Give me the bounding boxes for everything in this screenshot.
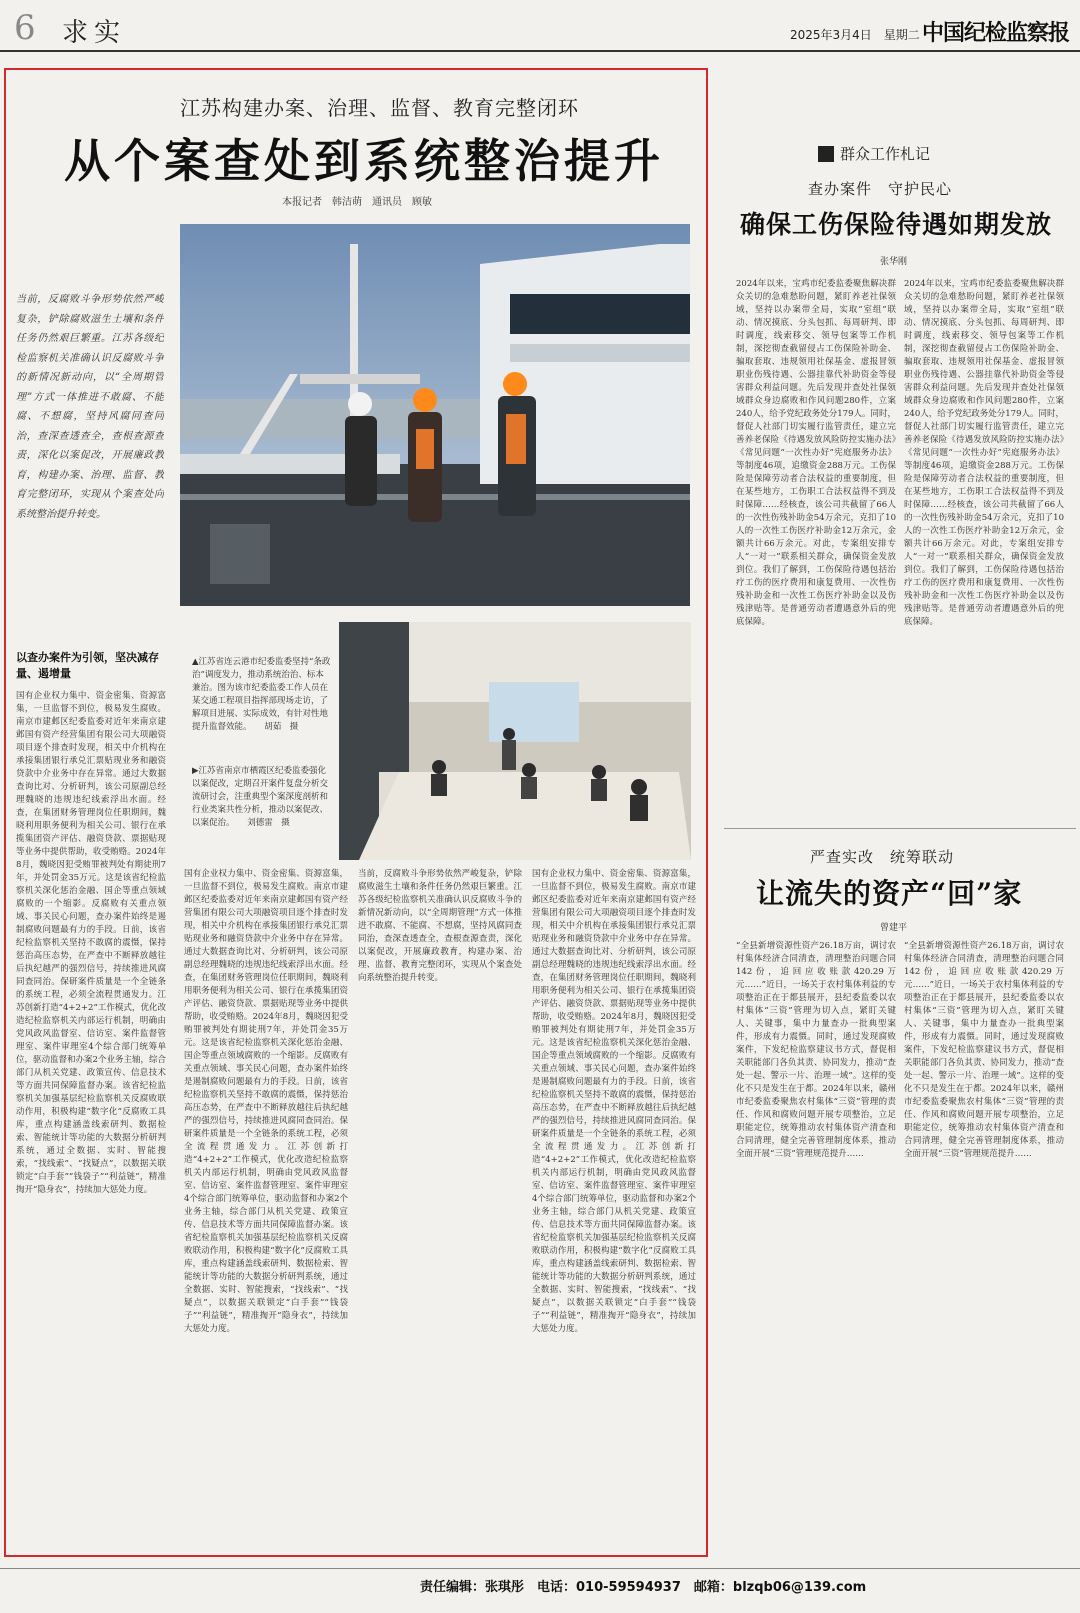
side1-author: 张华刚 (880, 257, 908, 267)
article-lead: 当前，反腐败斗争形势依然严峻复杂，铲除腐败滋生土壤和条件任务仍然艰巨繁重。江苏各级纪检监察机关准确认识反腐败斗争的新情况新动向，以“全周期管理”方式一体推进不敢腐、不能腐、不想腐，坚持风腐同查同治，查深查透查全，查根查源查责，深化以案促改，开展廉政教育，构建办案、治理、监督、教育完整闭环，实现从个案查处向系统整治提升转变。 (16, 294, 164, 520)
meeting-room-photo (339, 622, 691, 860)
masthead-logo: 中国纪检监察报 (922, 20, 1070, 46)
side-tag: 群众工作札记 (840, 145, 931, 163)
ship-deck-photo (180, 224, 690, 606)
header-rule (0, 50, 1080, 52)
article-subtitle: 江苏构建办案、治理、监督、教育完整闭环 (180, 96, 579, 120)
side-divider (724, 828, 1076, 829)
page-number: 6 (14, 8, 36, 48)
meeting-room-illustration (339, 622, 691, 860)
photo-caption-2: ▶江苏省南京市栖霞区纪委监委强化以案促改，定期召开案件复盘分析交流研讨会，注重典型个案深度剖析和行业类案共性分析，推动以案促改、以案促治。 刘德雷 摄 (192, 766, 329, 828)
column-2-text: 国有企业权力集中、资金密集、资源富集，一旦监督不到位，极易发生腐败。南京市建邺区纪委监委对近年来南京建邺国有资产经营集团有限公司大项融资项目逐个排查时发现，相关中介机构在承接集团银行承兑汇票贴现业务和融资贷款中介业务中存在异常。通过大数据查询比对、分析研判，该公司原副总经理魏晓的违规违纪线索浮出水面。经查，在集团财务管理岗位任职期间，魏晓利用职务便利为相关公司、银行在承揽集团资产评估、融资贷款、票据贴现等业务中提供帮助，收受贿赂。2024年8月，魏晓因犯受贿罪被判处有期徒刑7年，并处罚金35万元。这是该省纪检监察机关深化惩治金融、国企等重点领域腐败的一个缩影。反腐败有关重点领域、事关民心问题，查办案件始终是遏制腐败问题最有力的手段。日前，该省纪检监察机关坚持不敢腐的震慑，保持惩治高压态势，在严查中不断释放越往后执纪越严的强烈信号，持续推进风腐同查同治。保研案件质量是一个全链条的系统工程，必须全流程贯通发力。江苏创新打造“4+2+2”工作模式，优化改造纪检监察机关内部运行机制，明确由党风政风监督室、信访室、案件监督管理室、案件审理室4个综合部门统筹单位，驱动监督和办案2个业务主轴，综合部门从机关党建、政策宣传、信息技术等方面共同保障监督办案。该省纪检监察机关加强基层纪检监察机关反腐败联动作用，积极构建“数字化”反腐败工具库，重点构建涵盖线索研判、数据检索、智能统计等功能的大数据分析研判系统，通过全数据、实时、智能搜索，“找线索”、“找疑点”，以数据关联锁定“白手套”“钱袋子”“利益链”，精准掏开“隐身衣”，持续加大惩处力度。 (184, 869, 348, 1334)
side2-text-col2: “全县新增资源性资产26.18万亩，调讨农村集体经济合同清查，清理整治问题合同142份，追回应收账款420.29万元……”近日，一场关于农村集体利益的专项整治正在于都县展开，县纪委监委以农村集体“三资”管理为切入点，紧盯关键人、关键事，集中力量查办一批典型案件，形成有力震慑。同时，通过发现腐败案件，下发纪检监察建议书方式，督促相关职能部门各负其责、协同发力，推动“查处一起、警示一片、治理一域”。这样的变化不只是发生在于都。2024年以来，赣州市纪委监委聚焦农村集体“三资”管理的责任、作风和腐败问题开展专项整治，立足职能定位，统筹推动农村集体资产清查和合同清理，健全完善管理制度体系，推动全面开展“三资”管理规范提升…… (904, 941, 1064, 1159)
article-title: 从个案查处到系统整治提升 (64, 134, 664, 188)
side2-subtitle: 严查实改 统筹联动 (810, 848, 955, 866)
photo-caption-1: ▲江苏省连云港市纪委监委坚持“条政治”调度发力，推动系统治治、标本兼治。图为该市纪委监委工作人员在某交通工程项目指挥部现场走访，了解项目进展、实际成效，有针对性地提升监督效能。 胡茹 摄 (192, 657, 331, 732)
side1-subtitle: 查办案件 守护民心 (808, 180, 953, 198)
footer-info: 责任编辑：张琪彤 电话：010-59594937 邮箱：blzqb06@139.com (420, 1580, 867, 1595)
section-name: 求实 (62, 18, 127, 48)
footer-rule (0, 1568, 1080, 1569)
section-heading-1: 以查办案件为引领，坚决减存量、遏增量 (16, 651, 159, 680)
side1-text-col2: 2024年以来，宝鸡市纪委监委聚焦解决群众关切的急难愁盼问题，紧盯养老社保领域，坚持以办案带全局，实取“室组”联动、情况摸底、分头包抓、每周研判、即时调度，线索移交、领导包案等工作机制，深挖彻查截留侵占工伤保险补助金、骗取套取、违规领用社保基金、虚报冒领职业伤残待遇、公器挂靠代补助资金等侵害群众利益问题。先后发现并查处社保领域群众身边腐败和作风问题280件，立案240人，给予党纪政务处分179人。同时，督促人社部门切实履行监管责任，建立完善养老保险《待遇发放风险防控实施办法》《常见问题“一次性办好”宪庭服务办法》等制度46项，追缴资金288万元。工伤保险是保障劳动者合法权益的重要制度，但在某些地方，工伤职工合法权益得不到及时保障……经核查，该公司共截留了66人的一次性伤残补助金54万余元，克扣了10人的一次性工伤医疗补助金12万余元，金额共计66万余元。对此，专案组安排专人“一对一”联系相关群众，确保资金发放到位。我们了解到，工伤保险待遇包括治疗工伤的医疗费用和康复费用、一次性伤残补助金和一次性工伤医疗补助金以及伤残津贴等。是普通劳动者遭遇意外后的兜底保障。 (904, 279, 1064, 627)
issue-date: 2025年3月4日 星期二 (790, 28, 920, 42)
side1-title: 确保工伤保险待遇如期发放 (740, 210, 1053, 239)
side2-title: 让流失的资产“回”家 (756, 877, 1023, 910)
column-3-text: 当前，反腐败斗争形势依然严峻复杂，铲除腐败滋生土壤和条件任务仍然艰巨繁重。江苏各级纪检监察机关准确认识反腐败斗争的新情况新动向，以“全周期管理”方式一体推进不敢腐、不能腐、不想腐，坚持风腐同查同治，查深查透查全，查根查源查责，深化以案促改，开展廉政教育，构建办案、治理、监督、教育完整闭环，实现从个案查处向系统整治提升转变。 (358, 869, 522, 983)
side2-author: 曾建平 (880, 923, 908, 933)
ship-deck-illustration (180, 224, 690, 606)
column-1-text: 国有企业权力集中、资金密集、资源富集，一旦监督不到位，极易发生腐败。南京市建邺区纪委监委对近年来南京建邺国有资产经营集团有限公司大项融资项目逐个排查时发现，相关中介机构在承接集团银行承兑汇票贴现业务和融资贷款中介业务中存在异常。通过大数据查询比对、分析研判，该公司原副总经理魏晓的违规违纪线索浮出水面。经查，在集团财务管理岗位任职期间，魏晓利用职务便利为相关公司、银行在承揽集团资产评估、融资贷款、票据贴现等业务中提供帮助，收受贿赂。2024年8月，魏晓因犯受贿罪被判处有期徒刑7年，并处罚金35万元。这是该省纪检监察机关深化惩治金融、国企等重点领域腐败的一个缩影。反腐败有关重点领域、事关民心问题，查办案件始终是遏制腐败问题最有力的手段。日前，该省纪检监察机关坚持不敢腐的震慑，保持惩治高压态势，在严查中不断释放越往后执纪越严的强烈信号，持续推进风腐同查同治。保研案件质量是一个全链条的系统工程，必须全流程贯通发力。江苏创新打造“4+2+2”工作模式，优化改造纪检监察机关内部运行机制，明确由党风政风监督室、信访室、案件监督管理室、案件审理室4个综合部门统筹单位，驱动监督和办案2个业务主轴，综合部门从机关党建、政策宣传、信息技术等方面共同保障监督办案。该省纪检监察机关加强基层纪检监察机关反腐败联动作用，积极构建“数字化”反腐败工具库，重点构建涵盖线索研判、数据检索、智能统计等功能的大数据分析研判系统，通过全数据、实时、智能搜索，“找线索”、“找疑点”，以数据关联锁定“白手套”“钱袋子”“利益链”，精准掏开“隐身衣”，持续加大惩处力度。 (16, 691, 166, 1195)
pen-icon (818, 146, 834, 162)
side1-text-col1: 2024年以来，宝鸡市纪委监委聚焦解决群众关切的急难愁盼问题，紧盯养老社保领域，坚持以办案带全局，实取“室组”联动、情况摸底、分头包抓、每周研判、即时调度，线索移交、领导包案等工作机制，深挖彻查截留侵占工伤保险补助金、骗取套取、违规领用社保基金、虚报冒领职业伤残待遇、公器挂靠代补助资金等侵害群众利益问题。先后发现并查处社保领域群众身边腐败和作风问题280件，立案240人，给予党纪政务处分179人。同时，督促人社部门切实履行监管责任，建立完善养老保险《待遇发放风险防控实施办法》《常见问题“一次性办好”宪庭服务办法》等制度46项，追缴资金288万元。工伤保险是保障劳动者合法权益的重要制度，但在某些地方，工伤职工合法权益得不到及时保障……经核查，该公司共截留了66人的一次性伤残补助金54万余元，克扣了10人的一次性工伤医疗补助金12万余元，金额共计66万余元。对此，专案组安排专人“一对一”联系相关群众，确保资金发放到位。我们了解到，工伤保险待遇包括治疗工伤的医疗费用和康复费用、一次性伤残补助金和一次性工伤医疗补助金以及伤残津贴等。是普通劳动者遭遇意外后的兜底保障。 (736, 279, 896, 627)
side2-text-col1: “全县新增资源性资产26.18万亩，调讨农村集体经济合同清查，清理整治问题合同142份，追回应收账款420.29万元……”近日，一场关于农村集体利益的专项整治正在于都县展开，县纪委监委以农村集体“三资”管理为切入点，紧盯关键人、关键事，集中力量查办一批典型案件，形成有力震慑。同时，通过发现腐败案件，下发纪检监察建议书方式，督促相关职能部门各负其责、协同发力，推动“查处一起、警示一片、治理一域”。这样的变化不只是发生在于都。2024年以来，赣州市纪委监委聚焦农村集体“三资”管理的责任、作风和腐败问题开展专项整治，立足职能定位，统筹推动农村集体资产清查和合同清理，健全完善管理制度体系，推动全面开展“三资”管理规范提升…… (736, 941, 896, 1159)
column-4-text: 国有企业权力集中、资金密集、资源富集，一旦监督不到位，极易发生腐败。南京市建邺区纪委监委对近年来南京建邺国有资产经营集团有限公司大项融资项目逐个排查时发现，相关中介机构在承接集团银行承兑汇票贴现业务和融资贷款中介业务中存在异常。通过大数据查询比对、分析研判，该公司原副总经理魏晓的违规违纪线索浮出水面。经查，在集团财务管理岗位任职期间，魏晓利用职务便利为相关公司、银行在承揽集团资产评估、融资贷款、票据贴现等业务中提供帮助，收受贿赂。2024年8月，魏晓因犯受贿罪被判处有期徒刑7年，并处罚金35万元。这是该省纪检监察机关深化惩治金融、国企等重点领域腐败的一个缩影。反腐败有关重点领域、事关民心问题，查办案件始终是遏制腐败问题最有力的手段。日前，该省纪检监察机关坚持不敢腐的震慑，保持惩治高压态势，在严查中不断释放越往后执纪越严的强烈信号，持续推进风腐同查同治。保研案件质量是一个全链条的系统工程，必须全流程贯通发力。江苏创新打造“4+2+2”工作模式，优化改造纪检监察机关内部运行机制，明确由党风政风监督室、信访室、案件监督管理室、案件审理室4个综合部门统筹单位，驱动监督和办案2个业务主轴，综合部门从机关党建、政策宣传、信息技术等方面共同保障监督办案。该省纪检监察机关加强基层纪检监察机关反腐败联动作用，积极构建“数字化”反腐败工具库，重点构建涵盖线索研判、数据检索、智能统计等功能的大数据分析研判系统，通过全数据、实时、智能搜索，“找线索”、“找疑点”，以数据关联锁定“白手套”“钱袋子”“利益链”，精准掏开“隐身衣”，持续加大惩处力度。 (532, 869, 696, 1334)
article-byline: 本报记者 韩洁萌 通讯员 顾敏 (282, 197, 432, 208)
